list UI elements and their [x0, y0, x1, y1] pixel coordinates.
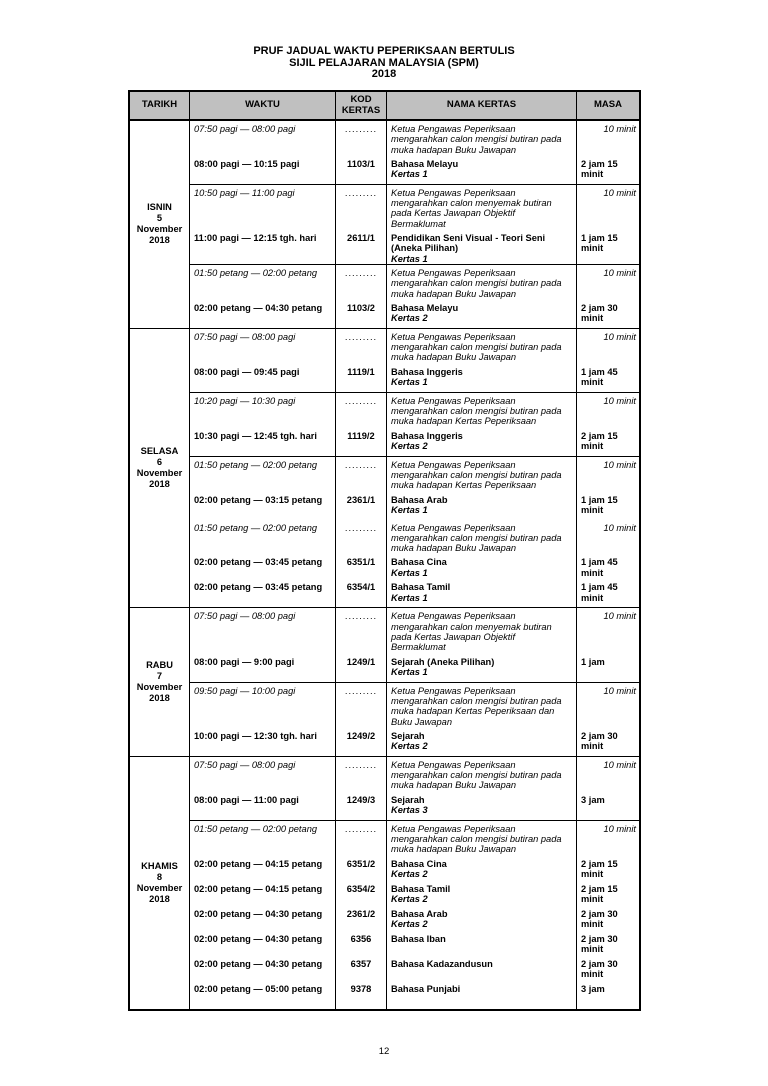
session-block: [190, 392, 639, 456]
waktu-cell: 10:30 pagi — 12:45 tgh. hari: [190, 431, 336, 456]
nama-kertas-cell: [387, 984, 577, 1009]
nama-kertas-cell: [387, 185, 577, 233]
session-block: [190, 184, 639, 264]
masa-cell: 10 minit: [603, 124, 636, 134]
subject-name: Pendidikan Seni Visual - Teori Seni (Aneka Pilihan): [391, 233, 546, 254]
day-blocks: [190, 608, 639, 755]
nama-kertas-cell: [387, 884, 577, 909]
kertas-number: Kertas 2: [391, 893, 428, 904]
day-label-line: RABU: [146, 660, 173, 671]
masa-cell: 2 jam 30 minit: [581, 908, 618, 929]
exam-row: [190, 582, 639, 607]
document-title-line1: PRUF JADUAL WAKTU PEPERIKSAAN BERTULIS: [253, 45, 515, 57]
briefing-row: [190, 821, 639, 859]
day-blocks: [190, 757, 639, 1009]
day-label-line: 2018: [149, 693, 170, 704]
briefing-text: Ketua Pengawas Peperiksaan mengarahkan calon menyemak butiran pada Kertas Jawapan Objektif Bermaklumat: [391, 611, 552, 653]
kod-kertas-cell: 6351/1: [336, 557, 387, 582]
nama-kertas-cell: [387, 859, 577, 884]
nama-kertas-cell: [387, 303, 577, 328]
briefing-row: [190, 185, 639, 233]
day-label-line: 2018: [149, 235, 170, 246]
exam-row: [190, 367, 639, 392]
kod-kertas-cell: 1119/2: [336, 431, 387, 456]
nama-kertas-cell: [387, 821, 577, 859]
kod-kertas-cell: 2361/1: [336, 495, 387, 520]
masa-cell: 10 minit: [603, 331, 636, 342]
nama-kertas-cell: [387, 329, 577, 367]
exam-row: [190, 909, 639, 934]
session-block: [190, 682, 639, 756]
kod-kertas-cell: .........: [336, 757, 387, 795]
nama-kertas-cell: [387, 367, 577, 392]
masa-cell: 10 minit: [603, 823, 636, 834]
masa-cell: 10 minit: [603, 187, 636, 198]
masa-cell: 10 minit: [603, 395, 636, 406]
exam-row: [190, 859, 639, 884]
table-header-masa: MASA: [577, 92, 639, 119]
masa-cell: 10 minit: [603, 459, 636, 470]
table-header-kod-kertas: KOD KERTAS: [336, 92, 387, 119]
waktu-cell: 02:00 petang — 03:45 petang: [190, 557, 336, 582]
day-label: [130, 329, 190, 608]
waktu-cell: 08:00 pagi — 11:00 pagi: [190, 795, 336, 820]
waktu-cell: 10:00 pagi — 12:30 tgh. hari: [190, 731, 336, 756]
kod-kertas-cell: 9378: [336, 984, 387, 1009]
briefing-text: Ketua Pengawas Peperiksaan mengarahkan calon menyemak butiran pada Kertas Jawapan Objektif Bermaklumat: [391, 187, 552, 229]
waktu-cell: 09:50 pagi — 10:00 pagi: [190, 683, 336, 731]
masa-cell: 10 minit: [603, 685, 636, 696]
nama-kertas-cell: [387, 909, 577, 934]
subject-name: Bahasa Inggeris: [391, 430, 463, 441]
masa-cell: 2 jam 30 minit: [581, 933, 618, 954]
exam-row: [190, 984, 639, 1009]
briefing-text: Ketua Pengawas Peperiksaan mengarahkan calon mengisi butiran pada muka hadapan Buku Jawapan: [391, 331, 562, 363]
nama-kertas-cell: [387, 795, 577, 820]
subject-name: Bahasa Iban: [391, 933, 446, 944]
exam-row: [190, 495, 639, 520]
briefing-text: Ketua Pengawas Peperiksaan mengarahkan calon mengisi butiran pada muka hadapan Kertas Peperiksaan dan Buku Jawapan: [391, 685, 562, 727]
kertas-number: Kertas 2: [391, 440, 428, 451]
kod-kertas-cell: .........: [336, 608, 387, 656]
briefing-row: [190, 121, 639, 159]
day-label-line: 8: [156, 871, 163, 882]
day-label: [130, 608, 190, 755]
subject-name: Bahasa Melayu: [391, 158, 459, 169]
waktu-cell: 10:50 pagi — 11:00 pagi: [190, 185, 336, 233]
day-blocks: [190, 121, 639, 328]
masa-cell: 2 jam 15 minit: [581, 883, 618, 904]
exam-row: [190, 731, 639, 756]
nama-kertas-cell: [387, 457, 577, 495]
day-label: [130, 121, 190, 328]
day-label-line: 7: [156, 671, 163, 682]
exam-row: [190, 884, 639, 909]
subject-name: Bahasa Arab: [391, 908, 448, 919]
table-header-nama-kertas: NAMA KERTAS: [387, 92, 577, 119]
nama-kertas-cell: [387, 959, 577, 984]
nama-kertas-cell: [387, 582, 577, 607]
kertas-number: Kertas 1: [391, 253, 428, 264]
kod-kertas-cell: 6356: [336, 934, 387, 959]
nama-kertas-cell: [387, 557, 577, 582]
nama-kertas-cell: [387, 393, 577, 431]
day-section-isnin: [130, 121, 639, 328]
waktu-cell: 01:50 petang — 02:00 petang: [190, 520, 336, 558]
waktu-cell: 07:50 pagi — 08:00 pagi: [190, 121, 336, 159]
kod-kertas-cell: 6354/1: [336, 582, 387, 607]
day-label-line: SELASA: [140, 446, 179, 457]
kod-kertas-cell: 1249/1: [336, 657, 387, 682]
nama-kertas-cell: [387, 495, 577, 520]
subject-name: Bahasa Cina: [391, 557, 447, 568]
waktu-cell: 07:50 pagi — 08:00 pagi: [190, 608, 336, 656]
table-header-row: [130, 92, 639, 121]
nama-kertas-cell: [387, 657, 577, 682]
kertas-number: Kertas 2: [391, 868, 428, 879]
briefing-text: Ketua Pengawas Peperiksaan mengarahkan calon mengisi butiran pada muka hadapan Kertas Peperiksaan: [391, 459, 562, 491]
waktu-cell: 11:00 pagi — 12:15 tgh. hari: [190, 233, 336, 264]
briefing-row: [190, 457, 639, 495]
briefing-text: Ketua Pengawas Peperiksaan mengarahkan calon mengisi butiran pada muka hadapan Buku Jawapan: [391, 823, 562, 855]
table-header-tarikh: TARIKH: [130, 92, 190, 119]
kod-kertas-cell: 1103/1: [336, 159, 387, 184]
kod-kertas-cell: 2361/2: [336, 909, 387, 934]
kod-kertas-cell: .........: [336, 121, 387, 159]
exam-row: [190, 233, 639, 264]
subject-name: Sejarah: [391, 730, 425, 741]
kertas-number: Kertas 1: [391, 169, 428, 180]
kod-kertas-cell: 6351/2: [336, 859, 387, 884]
session-block: [190, 121, 639, 184]
kod-kertas-cell: .........: [336, 265, 387, 303]
day-label-line: 2018: [149, 893, 170, 904]
day-section-selasa: [130, 328, 639, 608]
nama-kertas-cell: [387, 159, 577, 184]
masa-cell: 10 minit: [603, 267, 636, 278]
masa-cell: 1 jam 15 minit: [581, 233, 618, 254]
subject-name: Bahasa Tamil: [391, 582, 451, 593]
waktu-cell: 02:00 petang — 04:30 petang: [190, 934, 336, 959]
briefing-text: Ketua Pengawas Peperiksaan mengarahkan calon mengisi butiran pada muka hadapan Buku Jawapan: [391, 124, 562, 155]
table-header-waktu: WAKTU: [190, 92, 336, 119]
waktu-cell: 02:00 petang — 03:15 petang: [190, 495, 336, 520]
kertas-number: Kertas 2: [391, 741, 428, 752]
masa-cell: 2 jam 15 minit: [581, 858, 618, 879]
masa-cell: 1 jam 45 minit: [581, 582, 618, 603]
day-blocks: [190, 329, 639, 608]
document-title-line3: 2018: [371, 68, 397, 80]
nama-kertas-cell: [387, 520, 577, 558]
masa-cell: 10 minit: [603, 522, 636, 533]
masa-cell: 1 jam 45 minit: [581, 557, 618, 578]
nama-kertas-cell: [387, 431, 577, 456]
nama-kertas-cell: [387, 934, 577, 959]
waktu-cell: 08:00 pagi — 09:45 pagi: [190, 367, 336, 392]
kod-kertas-cell: 6357: [336, 959, 387, 984]
masa-cell: 2 jam 30 minit: [581, 730, 618, 752]
session-block: [190, 757, 639, 820]
masa-cell: 3 jam: [581, 794, 605, 805]
kod-kertas-cell: .........: [336, 329, 387, 367]
kertas-number: Kertas 2: [391, 313, 428, 324]
kertas-number: Kertas 1: [391, 592, 428, 603]
exam-row: [190, 934, 639, 959]
briefing-text: Ketua Pengawas Peperiksaan mengarahkan calon mengisi butiran pada muka hadapan Buku Jawapan: [391, 267, 562, 299]
briefing-row: [190, 520, 639, 558]
exam-timetable: [128, 90, 641, 1011]
day-label-line: November: [136, 882, 183, 893]
waktu-cell: 08:00 pagi — 9:00 pagi: [190, 657, 336, 682]
briefing-text: Ketua Pengawas Peperiksaan mengarahkan calon mengisi butiran pada muka hadapan Buku Jawapan: [391, 522, 562, 554]
waktu-cell: 02:00 petang — 05:00 petang: [190, 984, 336, 1009]
kod-kertas-cell: 2611/1: [336, 233, 387, 264]
day-label-line: ISNIN: [147, 202, 172, 213]
waktu-cell: 01:50 petang — 02:00 petang: [190, 457, 336, 495]
session-block: [190, 456, 639, 608]
subject-name: Bahasa Cina: [391, 858, 447, 869]
waktu-cell: 01:50 petang — 02:00 petang: [190, 821, 336, 859]
briefing-row: [190, 757, 639, 795]
masa-cell: 1 jam: [581, 656, 605, 667]
masa-cell: 2 jam 30 minit: [581, 302, 618, 324]
kod-kertas-cell: .........: [336, 520, 387, 558]
page-number: 12: [378, 1046, 390, 1057]
nama-kertas-cell: [387, 121, 577, 159]
subject-name: Sejarah: [391, 794, 425, 805]
subject-name: Sejarah (Aneka Pilihan): [391, 656, 495, 667]
subject-name: Bahasa Kadazandusun: [391, 958, 493, 969]
nama-kertas-cell: [387, 683, 577, 731]
briefing-text: Ketua Pengawas Peperiksaan mengarahkan calon mengisi butiran pada muka hadapan Kertas Peperiksaan: [391, 395, 562, 427]
waktu-cell: 08:00 pagi — 10:15 pagi: [190, 159, 336, 184]
kod-kertas-cell: 1119/1: [336, 367, 387, 392]
waktu-cell: 07:50 pagi — 08:00 pagi: [190, 757, 336, 795]
nama-kertas-cell: [387, 233, 577, 264]
waktu-cell: 02:00 petang — 03:45 petang: [190, 582, 336, 607]
briefing-row: [190, 329, 639, 367]
exam-row: [190, 557, 639, 582]
day-section-khamis: [130, 756, 639, 1009]
nama-kertas-cell: [387, 265, 577, 303]
exam-row: [190, 431, 639, 456]
nama-kertas-cell: [387, 608, 577, 656]
exam-row: [190, 159, 639, 184]
subject-name: Bahasa Melayu: [391, 302, 459, 313]
day-label-line: November: [136, 224, 183, 235]
nama-kertas-cell: [387, 757, 577, 795]
session-block: [190, 608, 639, 681]
masa-cell: 1 jam 15 minit: [581, 494, 618, 515]
masa-cell: 10 minit: [603, 759, 636, 770]
kod-kertas-cell: 1249/2: [336, 731, 387, 756]
kod-kertas-cell: 1103/2: [336, 303, 387, 328]
day-label-line: November: [136, 682, 183, 693]
subject-name: Bahasa Punjabi: [391, 983, 461, 994]
subject-name: Bahasa Tamil: [391, 883, 451, 894]
nama-kertas-cell: [387, 731, 577, 756]
masa-cell: 2 jam 30 minit: [581, 958, 618, 979]
subject-name: Bahasa Arab: [391, 494, 448, 505]
masa-cell: 2 jam 15 minit: [581, 158, 618, 180]
waktu-cell: 02:00 petang — 04:15 petang: [190, 884, 336, 909]
masa-cell: 3 jam: [581, 983, 605, 994]
waktu-cell: 02:00 petang — 04:30 petang: [190, 303, 336, 328]
masa-cell: 2 jam 15 minit: [581, 430, 618, 451]
day-section-rabu: [130, 607, 639, 755]
kertas-number: Kertas 1: [391, 504, 428, 515]
day-label-line: November: [136, 468, 183, 479]
waktu-cell: 02:00 petang — 04:30 petang: [190, 909, 336, 934]
masa-cell: 1 jam 45 minit: [581, 366, 618, 388]
exam-row: [190, 657, 639, 682]
briefing-row: [190, 393, 639, 431]
kertas-number: Kertas 2: [391, 918, 428, 929]
waktu-cell: 07:50 pagi — 08:00 pagi: [190, 329, 336, 367]
kod-kertas-cell: 6354/2: [336, 884, 387, 909]
kod-kertas-cell: .........: [336, 185, 387, 233]
waktu-cell: 02:00 petang — 04:30 petang: [190, 959, 336, 984]
exam-row: [190, 959, 639, 984]
session-block: [190, 820, 639, 1009]
briefing-text: Ketua Pengawas Peperiksaan mengarahkan calon mengisi butiran pada muka hadapan Buku Jawapan: [391, 759, 562, 791]
session-block: [190, 264, 639, 328]
kod-kertas-cell: .........: [336, 457, 387, 495]
kod-kertas-cell: .........: [336, 393, 387, 431]
briefing-row: [190, 683, 639, 731]
day-label-line: KHAMIS: [141, 860, 178, 871]
day-label-line: 5: [156, 213, 163, 224]
waktu-cell: 10:20 pagi — 10:30 pagi: [190, 393, 336, 431]
day-label-line: 2018: [149, 479, 170, 490]
exam-row: [190, 303, 639, 328]
document-title-line2: SIJIL PELAJARAN MALAYSIA (SPM): [289, 56, 479, 69]
briefing-row: [190, 608, 639, 656]
kertas-number: Kertas 3: [391, 804, 428, 815]
waktu-cell: 02:00 petang — 04:15 petang: [190, 859, 336, 884]
kertas-number: Kertas 1: [391, 666, 428, 677]
day-label: [130, 757, 190, 1009]
session-block: [190, 329, 639, 392]
subject-name: Bahasa Inggeris: [391, 366, 463, 377]
kertas-number: Kertas 1: [391, 377, 428, 388]
kertas-number: Kertas 1: [391, 567, 428, 578]
waktu-cell: 01:50 petang — 02:00 petang: [190, 265, 336, 303]
document-title: [0, 0, 768, 81]
day-label-line: 6: [156, 457, 163, 468]
kod-kertas-cell: .........: [336, 821, 387, 859]
kod-kertas-cell: .........: [336, 683, 387, 731]
table-body: [130, 121, 639, 1009]
briefing-row: [190, 265, 639, 303]
kod-kertas-cell: 1249/3: [336, 795, 387, 820]
masa-cell: 10 minit: [603, 611, 636, 622]
exam-row: [190, 795, 639, 820]
